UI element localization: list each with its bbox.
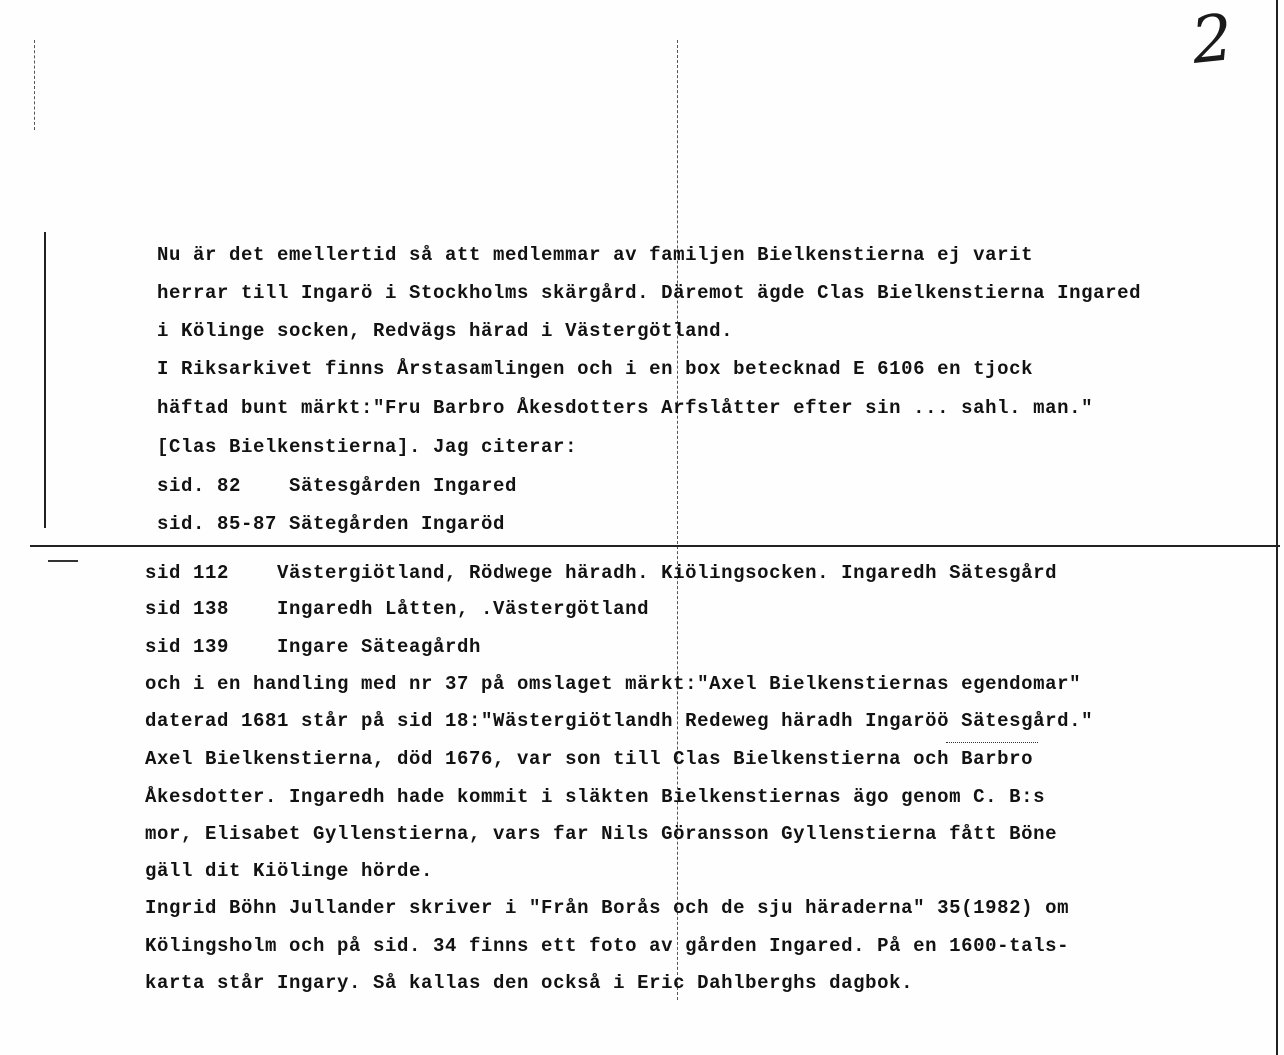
upper-line-1: Nu är det emellertid så att medlemmar av familjen Bielkenstierna ej varit xyxy=(157,244,1034,266)
lower-line-1: sid 112 Västergiötland, Rödwege häradh. Kiölingsocken. Ingaredh Sätesgård xyxy=(145,562,1058,584)
lower-line-6: Axel Bielkenstierna, död 1676, var son till Clas Bielkenstierna och Barbro xyxy=(145,748,1034,770)
upper-line-6: [Clas Bielkenstierna]. Jag citerar: xyxy=(157,436,578,458)
center-fold-line xyxy=(677,40,678,1000)
lower-line-7: Åkesdotter. Ingaredh hade kommit i släkten Bielkenstiernas ägo genom C. B:s xyxy=(145,786,1046,808)
upper-line-7: sid. 82 Sätesgården Ingared xyxy=(157,475,518,497)
lower-line-8: mor, Elisabet Gyllenstierna, vars far Nils Göransson Gyllenstierna fått Böne xyxy=(145,823,1058,845)
handwritten-page-number: 2 xyxy=(1188,1,1237,79)
lower-line-2: sid 138 Ingaredh Låtten, .Västergötland xyxy=(145,598,650,620)
upper-line-4: I Riksarkivet finns Årstasamlingen och i en box betecknad E 6106 en tjock xyxy=(157,358,1034,380)
upper-line-2: herrar till Ingarö i Stockholms skärgård. Däremot ägde Clas Bielkenstierna Ingared xyxy=(157,282,1142,304)
right-edge-rule xyxy=(1276,0,1278,1055)
divider-tick-mark xyxy=(48,560,78,562)
lower-line-9: gäll dit Kiölinge hörde. xyxy=(145,860,434,882)
upper-line-5: häftad bunt märkt:"Fru Barbro Åkesdotters Arfslåtter efter sin ... sahl. man." xyxy=(157,397,1094,419)
upper-line-8: sid. 85-87 Sätegården Ingaröd xyxy=(157,513,506,535)
lower-line-3: sid 139 Ingare Säteagårdh xyxy=(145,636,482,658)
ingaroo-underline xyxy=(946,742,1038,743)
left-edge-marks xyxy=(34,40,35,130)
lower-line-5: daterad 1681 står på sid 18:"Wästergiötlandh Redeweg häradh Ingaröö Sätesgård." xyxy=(145,710,1094,732)
lower-line-12: karta står Ingary. Så kallas den också i Eric Dahlberghs dagbok. xyxy=(145,972,914,994)
upper-line-3: i Kölinge socken, Redvägs härad i Västergötland. xyxy=(157,320,734,342)
lower-line-4: och i en handling med nr 37 på omslaget märkt:"Axel Bielkenstiernas egendomar" xyxy=(145,673,1082,695)
lower-line-10: Ingrid Böhn Jullander skriver i "Från Borås och de sju häraderna" 35(1982) om xyxy=(145,897,1070,919)
lower-line-11: Kölingsholm och på sid. 34 finns ett foto av gården Ingared. På en 1600-tals- xyxy=(145,935,1070,957)
section-divider-rule xyxy=(30,545,1280,547)
left-margin-rule xyxy=(44,232,46,528)
